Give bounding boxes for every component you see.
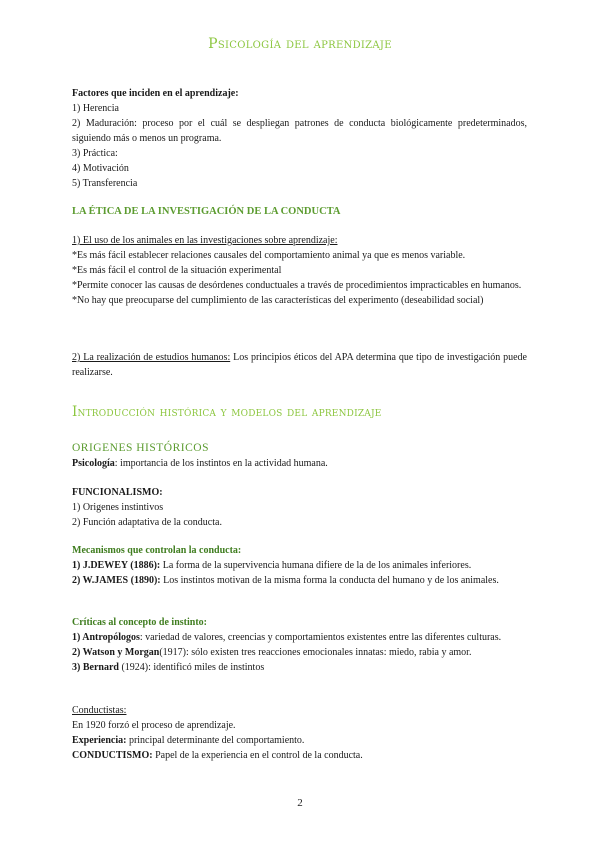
origenes-section (72, 441, 527, 471)
conductistas-line3-text: Papel de la experiencia en el control de la conducta. (152, 750, 363, 761)
etica-humanos (72, 350, 527, 380)
page-title: Psicología del aprendizaje (208, 36, 392, 52)
etica-point-3: *Permite conocer las causas de desórdenes conductuales a través de procedimientos impracticables en humanos. (72, 280, 522, 291)
criticas-item3-label: 3) Bernard (72, 662, 119, 673)
funcionalismo-heading: FUNCIONALISMO: (72, 487, 163, 498)
factores-item-1: 1) Herencia (72, 103, 119, 114)
etica-point-4: *No hay que preocuparse del cumplimiento de las características del experimento (deseabilidad social) (72, 295, 484, 306)
etica-sub2-text: Los principios éticos del APA determina que tipo de investigación puede realizarse. (72, 352, 527, 378)
origenes-label: Psicología (72, 458, 115, 469)
etica-heading: LA ÉTICA DE LA INVESTIGACIÓN DE LA CONDUCTA (72, 206, 341, 217)
conductistas-heading: Conductistas: (72, 705, 127, 716)
factores-item-5: 5) Transferencia (72, 178, 138, 189)
funcionalismo-section (72, 485, 527, 530)
conductistas-line-1: En 1920 forzó el proceso de aprendizaje. (72, 720, 236, 731)
etica-point-2: *Es más fácil el control de la situación experimental (72, 265, 282, 276)
etica-sub1: 1) El uso de los animales en las investigaciones sobre aprendizaje: (72, 235, 338, 246)
intro-heading: Introducción histórica y modelos del aprendizaje (72, 404, 382, 420)
factores-section (72, 86, 527, 191)
conductistas-section (72, 703, 527, 763)
mecanismos-item1-label: 1) J.DEWEY (1886): (72, 560, 161, 571)
mecanismos-section (72, 543, 527, 588)
etica-sub2: 2) La realización de estudios humanos: (72, 352, 231, 363)
origenes-heading: ORIGENES HISTÓRICOS (72, 442, 209, 454)
conductistas-line2-label: Experiencia: (72, 735, 127, 746)
etica-point-1: *Es más fácil establecer relaciones causales del comportamiento animal ya que es menos variable. (72, 250, 466, 261)
mecanismos-heading: Mecanismos que controlan la conducta: (72, 545, 242, 556)
criticas-item2-label: 2) Watson y Morgan (72, 647, 160, 658)
criticas-heading: Críticas al concepto de instinto: (72, 617, 207, 628)
factores-item-2: 2) Maduración: proceso por el cuál se despliegan patrones de conducta biológicamente predeterminados, siguiendo más o menos un programa. (72, 118, 527, 144)
intro-section (72, 405, 527, 420)
factores-item-4: 4) Motivación (72, 163, 129, 174)
origenes-text: : importancia de los instintos en la actividad humana. (114, 458, 328, 469)
criticas-item3-text: (1924): identificó miles de instintos (118, 662, 265, 673)
conductistas-line3-label: CONDUCTISMO: (72, 750, 153, 761)
mecanismos-item2-label: 2) W.JAMES (1890): (72, 575, 161, 586)
factores-heading: Factores que inciden en el aprendizaje: (72, 88, 239, 99)
etica-section (72, 204, 527, 219)
etica-animales (72, 233, 527, 308)
criticas-section (72, 615, 527, 675)
criticas-item2-text: (1917): sólo existen tres reacciones emocionales innatas: miedo, rabia y amor. (159, 647, 472, 658)
factores-item-3: 3) Práctica: (72, 148, 118, 159)
funcionalismo-item-2: 2) Función adaptativa de la conducta. (72, 517, 222, 528)
conductistas-line2-text: principal determinante del comportamiento. (126, 735, 305, 746)
funcionalismo-item-1: 1) Origenes instintivos (72, 502, 164, 513)
criticas-item1-label: 1) Antropólogos (72, 632, 140, 643)
mecanismos-item1-text: La forma de la supervivencia humana difiere de la de los animales inferiores. (160, 560, 472, 571)
mecanismos-item2-text: Los instintos motivan de la misma forma la conducta del humano y de los animales. (160, 575, 499, 586)
page-number: 2 (297, 797, 303, 809)
criticas-item1-text: : variedad de valores, creencias y comportamientos existentes entre las diferentes culturas. (139, 632, 502, 643)
